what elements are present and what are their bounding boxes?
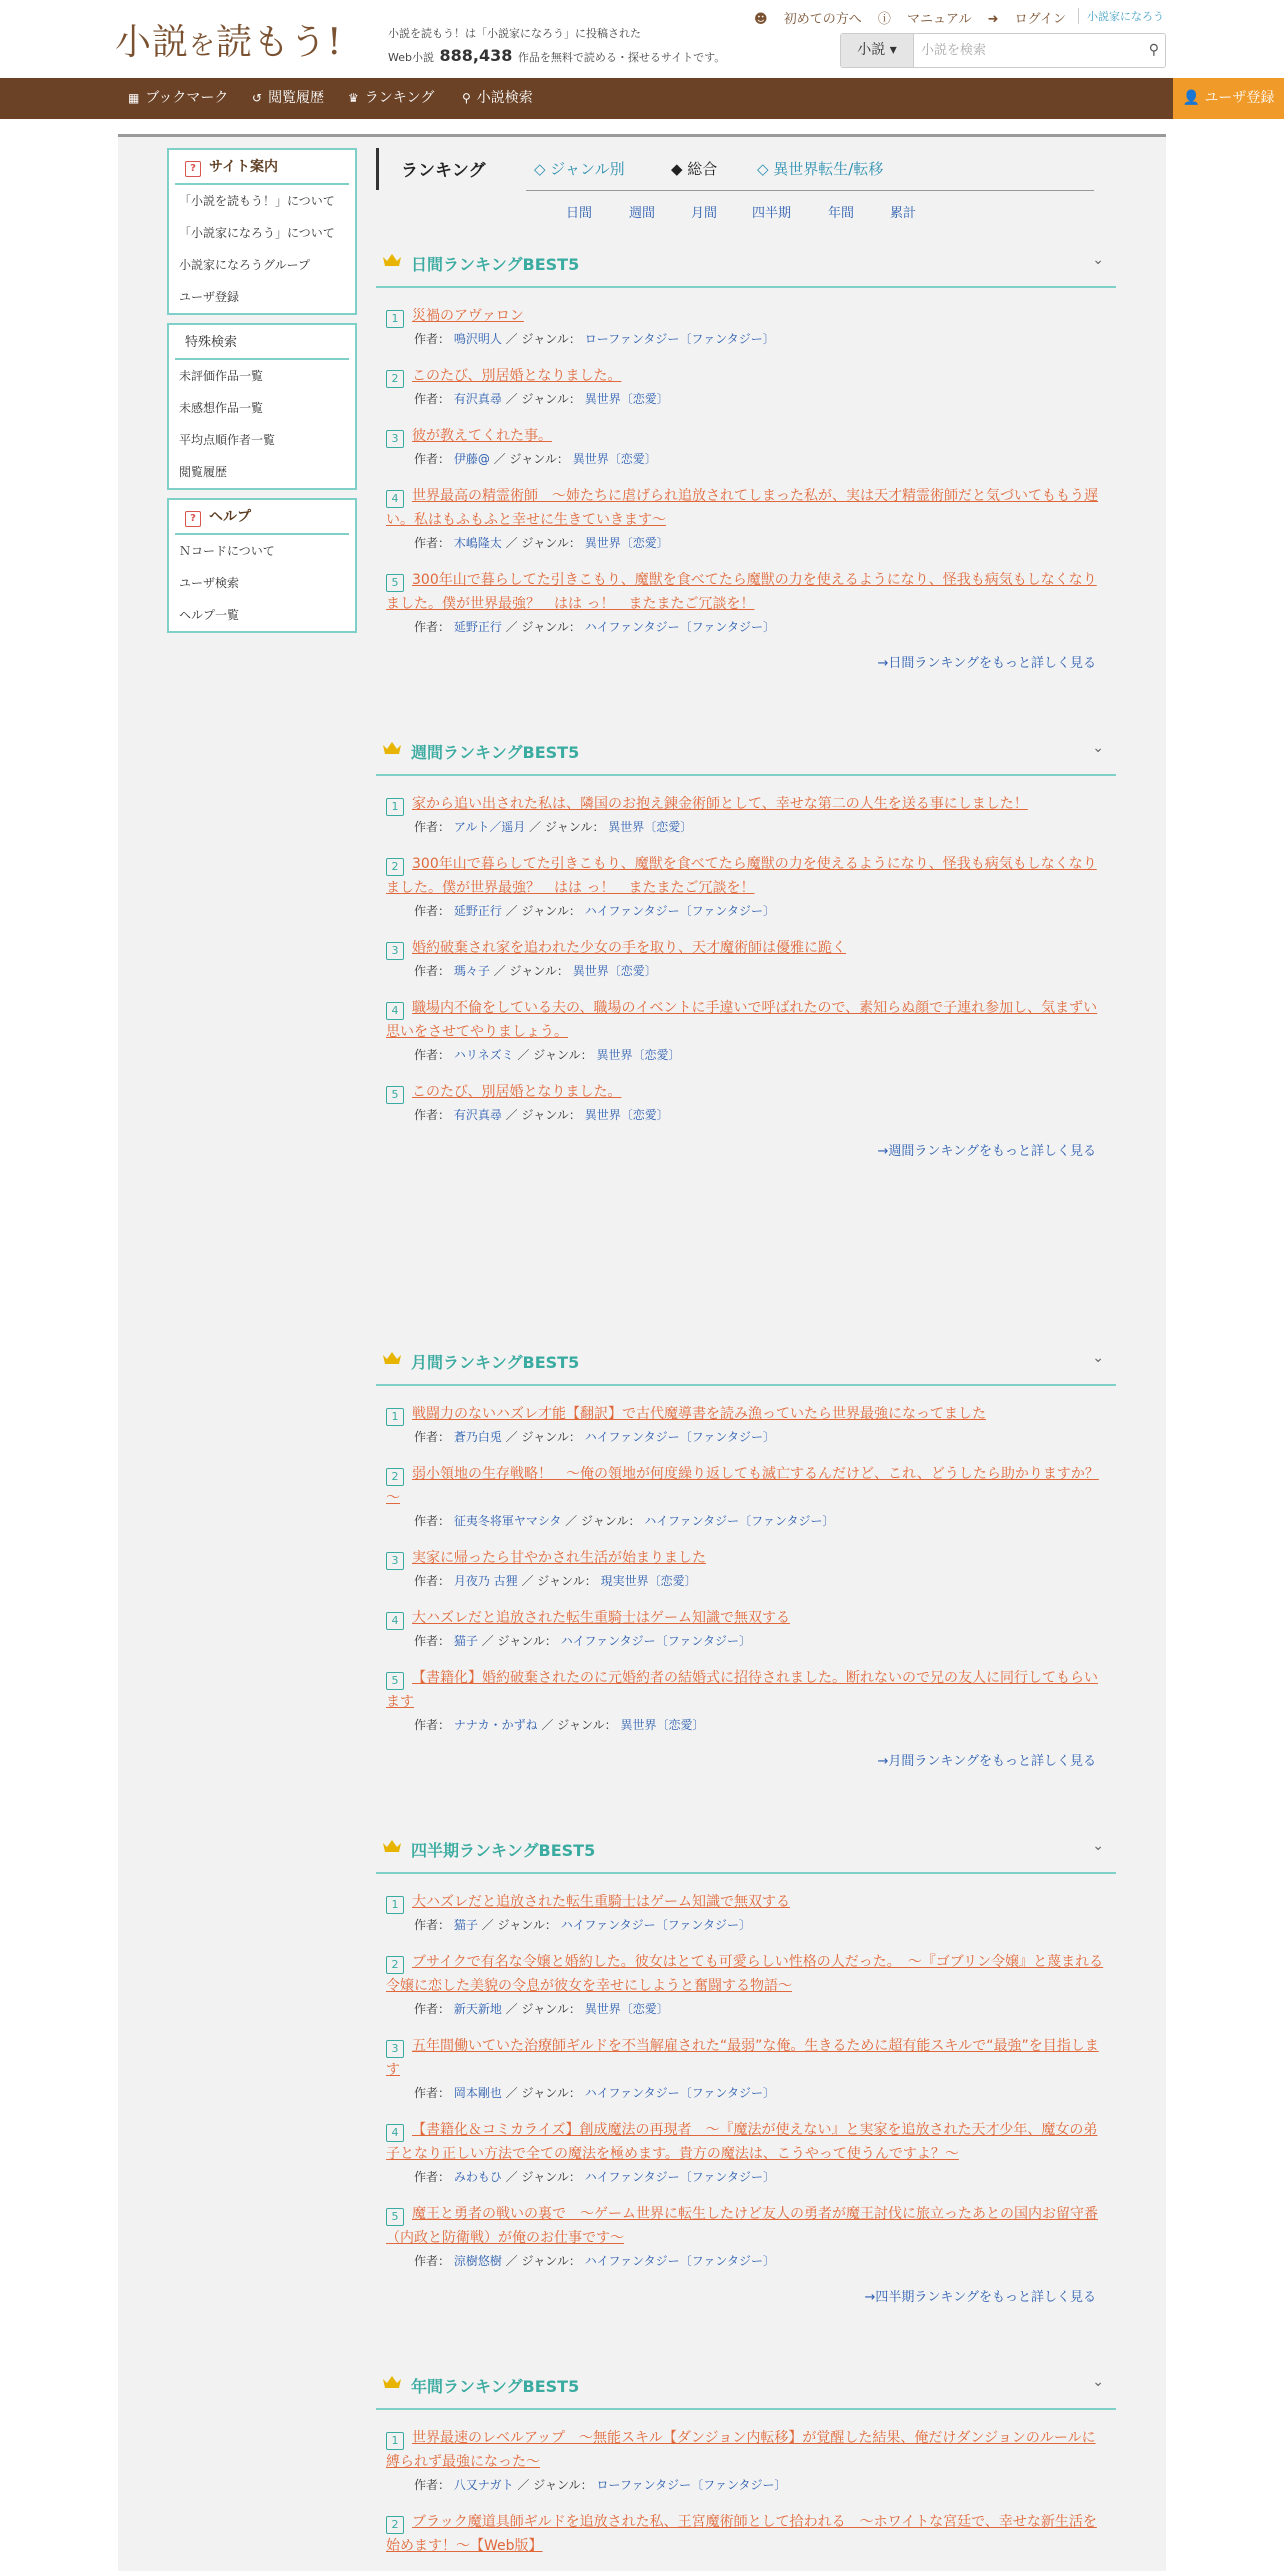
rank-number: 3	[386, 430, 404, 448]
nav-search[interactable]: ⚲ 小説検索	[462, 90, 533, 106]
search-category-select[interactable]: 小説 ▾	[841, 34, 914, 67]
novel-meta	[386, 1104, 1106, 1126]
question-icon: ?	[185, 511, 201, 527]
novel-meta	[386, 1998, 1106, 2020]
history-icon: ↺	[252, 91, 263, 105]
page-title: ランキング	[401, 161, 486, 181]
period-total[interactable]: 累計	[890, 206, 917, 221]
ranking-entry	[386, 936, 1106, 982]
ranking-entry	[386, 2034, 1106, 2104]
section-title: 四半期ランキングBEST5	[411, 1841, 596, 1860]
genre-label: ／ ジャンル：	[501, 904, 585, 918]
search-input[interactable]: 小説を検索	[921, 43, 987, 58]
author-link[interactable]: 鳴沢明人	[453, 332, 502, 346]
novel-meta	[386, 1714, 1106, 1736]
genre-link[interactable]: ハイファンタジー〔ファンタジー〕	[560, 1918, 751, 1932]
novel-meta	[386, 448, 1106, 470]
genre-link[interactable]: ハイファンタジー〔ファンタジー〕	[584, 2254, 775, 2268]
tab-genre[interactable]: ◇ ジャンル別	[534, 160, 625, 178]
rank-number: 3	[386, 1552, 404, 1570]
ranking-section	[376, 1828, 1116, 2310]
section-title: 年間ランキングBEST5	[411, 2377, 580, 2396]
genre-link[interactable]: ハイファンタジー〔ファンタジー〕	[584, 620, 775, 634]
author-label: 作者：	[414, 1634, 454, 1648]
genre-link[interactable]: ハイファンタジー〔ファンタジー〕	[584, 904, 775, 918]
novel-title-link[interactable]: 300年山で暮らしてた引きこもり、魔獣を食べてたら魔獣の力を使えるようになり、怪我も病気もしなくなりました。僕が世界最強？ はは っ！ またまたご冗談を！	[386, 856, 1097, 896]
sidebar-item[interactable]: 「小説を読もう！」について	[179, 194, 335, 208]
rank-number: 4	[386, 490, 404, 508]
novel-title-link[interactable]: 大ハズレだと追放された転生重騎士はゲーム知識で無双する	[412, 1610, 790, 1626]
more-ranking-link[interactable]: →日間ランキングをもっと詳しく見る	[877, 656, 1096, 671]
author-link[interactable]: 猫子	[453, 1634, 478, 1648]
novel-title-link[interactable]: このたび、別居婚となりました。	[412, 368, 622, 384]
ranking-entry	[386, 792, 1106, 838]
genre-label: ／ ジャンル：	[525, 820, 609, 834]
author-link[interactable]: 有沢真尋	[453, 392, 502, 406]
sidebar-item[interactable]: 未感想作品一覧	[179, 401, 264, 415]
author-label: 作者：	[414, 2478, 454, 2492]
genre-link[interactable]: 異世界〔恋愛〕	[572, 964, 657, 978]
author-label: 作者：	[414, 1918, 454, 1932]
ranking-entry	[386, 996, 1106, 1066]
rank-number: 4	[386, 1612, 404, 1630]
rank-number: 2	[386, 1956, 404, 1974]
genre-label: ／ ジャンル：	[501, 392, 585, 406]
section-title: 日間ランキングBEST5	[411, 255, 580, 274]
top-links	[742, 8, 1066, 27]
genre-label: ／ ジャンル：	[477, 1918, 561, 1932]
rank-number: 5	[386, 1086, 404, 1104]
sidebar-item[interactable]: Ｎコードについて	[179, 544, 275, 558]
rank-number: 2	[386, 370, 404, 388]
logo-text-1: 小説	[115, 22, 190, 63]
novel-title-link[interactable]: 世界最高の精霊術師 ～姉たちに虐げられ追放されてしまった私が、実は天才精霊術師だと気づいてももう遅い。私はもふもふと幸せに生きていきます～	[386, 488, 1098, 528]
author-link[interactable]: 伊藤@	[453, 452, 490, 466]
ranking-section	[376, 2364, 1116, 2572]
author-label: 作者：	[414, 820, 454, 834]
genre-link[interactable]: ハイファンタジー〔ファンタジー〕	[560, 1634, 751, 1648]
author-link[interactable]: 延野正行	[453, 904, 502, 918]
author-link[interactable]: 月夜乃 古狸	[453, 1574, 518, 1588]
ranking-section	[376, 242, 1116, 676]
rank-number: 2	[386, 2516, 404, 2534]
novel-title-link[interactable]: 災禍のアヴァロン	[412, 308, 524, 324]
novel-title-link[interactable]: 実家に帰ったら甘やかされ生活が始まりました	[412, 1550, 706, 1566]
rank-number: 2	[386, 1468, 404, 1486]
sidebar-item[interactable]: 小説家になろうグループ	[179, 258, 311, 272]
genre-link[interactable]: ローファンタジー〔ファンタジー〕	[596, 2478, 787, 2492]
genre-label: ／ ジャンル：	[537, 1718, 621, 1732]
ranking-entry	[386, 1606, 1106, 1652]
author-link[interactable]: 涼樹悠樹	[453, 2254, 502, 2268]
ranking-entry	[386, 852, 1106, 922]
novel-title-link[interactable]: 婚約破棄され家を追われた少女の手を取り、天才魔術師は優雅に跪く	[412, 940, 846, 956]
user-icon: 👤	[1182, 90, 1200, 106]
crown-icon	[382, 1838, 402, 1854]
period-weekly[interactable]: 週間	[629, 206, 656, 221]
novel-meta	[386, 1426, 1106, 1448]
genre-link[interactable]: 異世界〔恋愛〕	[584, 2002, 669, 2016]
author-link[interactable]: 岡本剛也	[453, 2086, 502, 2100]
novel-title-link[interactable]: ブサイクで有名な令嬢と婚約した。彼女はとても可愛らしい性格の人だった。 ～『ゴブリン令嬢』と蔑まれる令嬢に恋した美貌の令息が彼女を幸せにしようと奮闘する物語～	[386, 1954, 1104, 1994]
author-link[interactable]: 猫子	[453, 1918, 478, 1932]
author-link[interactable]: 征夷冬将軍ヤマシタ	[453, 1514, 562, 1528]
rank-number: 1	[386, 310, 404, 328]
author-link[interactable]: ナナカ・かずね	[453, 1718, 538, 1732]
tab-isekai[interactable]: ◇ 異世界転生/転移	[757, 160, 884, 178]
ranking-entry	[386, 484, 1106, 554]
search-icon[interactable]: ⚲	[1148, 42, 1159, 58]
chevron-down-icon[interactable]: ⌄	[1092, 252, 1104, 268]
novel-title-link[interactable]: 職場内不倫をしている夫の、職場のイベントに手違いで呼ばれたので、素知らぬ顔で子連れ参加し、気まずい思いをさせてやりましょう。	[386, 1000, 1098, 1040]
section-header[interactable]	[376, 1340, 1116, 1386]
rank-number: 3	[386, 2040, 404, 2058]
author-label: 作者：	[414, 2254, 454, 2268]
period-daily[interactable]: 日間	[566, 206, 593, 221]
genre-link[interactable]: 異世界〔恋愛〕	[584, 1108, 669, 1122]
author-label: 作者：	[414, 620, 454, 634]
period-tabs	[376, 202, 1094, 222]
novel-meta	[386, 2082, 1106, 2104]
author-label: 作者：	[414, 2086, 454, 2100]
author-link[interactable]: 有沢真尋	[453, 1108, 502, 1122]
novel-title-link[interactable]: 戦闘力のないハズレ才能【翻訳】で古代魔導書を読み漁っていたら世界最強になってました	[412, 1406, 986, 1422]
genre-link[interactable]: 異世界〔恋愛〕	[608, 820, 693, 834]
author-label: 作者：	[414, 2002, 454, 2016]
ranking-entry	[386, 1666, 1106, 1736]
genre-label: ／ ジャンル：	[489, 964, 573, 978]
site-logo[interactable]	[115, 14, 343, 65]
rank-number: 1	[386, 1408, 404, 1426]
genre-link[interactable]: 異世界〔恋愛〕	[572, 452, 657, 466]
user-register-button[interactable]: 👤 ユーザ登録	[1173, 78, 1284, 119]
tab-divider	[526, 190, 1094, 191]
work-count: 888,438	[439, 46, 513, 65]
novel-meta	[386, 900, 1106, 922]
global-nav	[0, 78, 1284, 119]
genre-label: ／ ジャンル：	[501, 2086, 585, 2100]
novel-title-link[interactable]: 家から追い出された私は、隣国のお抱え錬金術師として、幸せな第二の人生を送る事にしました！	[412, 796, 1028, 812]
ranking-entry	[386, 1890, 1106, 1936]
genre-label: ／ ジャンル：	[501, 1108, 585, 1122]
chevron-down-icon[interactable]: ⌄	[1092, 1350, 1104, 1366]
period-quarterly[interactable]: 四半期	[752, 206, 792, 221]
tagline-line1: 小説を読もう！は「小説家になろう」に投稿された	[388, 27, 641, 40]
rank-number: 1	[386, 1896, 404, 1914]
ranking-entry	[386, 1402, 1106, 1448]
manual-link[interactable]: ⓘ マニュアル	[877, 12, 972, 27]
novel-meta	[386, 1914, 1106, 1936]
author-label: 作者：	[414, 392, 454, 406]
chevron-down-icon[interactable]: ⌄	[1092, 1838, 1104, 1854]
genre-link[interactable]: 異世界〔恋愛〕	[620, 1718, 705, 1732]
author-link[interactable]: 木嶋隆太	[453, 536, 502, 550]
sidebar-item[interactable]: 未評価作品一覧	[179, 369, 264, 383]
genre-link[interactable]: ハイファンタジー〔ファンタジー〕	[584, 2086, 775, 2100]
section-header[interactable]	[376, 730, 1116, 776]
author-label: 作者：	[414, 904, 454, 918]
login-link[interactable]: ➜ ログイン	[987, 12, 1066, 27]
genre-label: ／ ジャンル：	[489, 452, 573, 466]
ranking-section	[376, 1340, 1116, 1774]
author-label: 作者：	[414, 2170, 454, 2184]
bookmark-icon: ▦	[128, 91, 140, 105]
novel-title-link[interactable]: 弱小領地の生存戦略！ ～俺の領地が何度繰り返しても滅亡するんだけど、これ、どうしたら助かりますか？～	[386, 1466, 1099, 1506]
site-tagline	[388, 23, 725, 69]
site-header	[0, 0, 1284, 78]
genre-label: ／ ジャンル：	[517, 1574, 601, 1588]
author-link[interactable]: 延野正行	[453, 620, 502, 634]
novel-meta	[386, 1630, 1106, 1652]
author-label: 作者：	[414, 536, 454, 550]
logo-text-2: 読もう!	[216, 22, 343, 63]
novel-meta	[386, 388, 1106, 410]
novel-title-link[interactable]: 五年間働いていた治療師ギルドを不当解雇された“最弱”な俺。生きるために超有能スキルで“最強”を目指します	[386, 2038, 1099, 2078]
novel-meta	[386, 616, 1106, 638]
sidebar	[167, 148, 357, 641]
search-icon: ⚲	[462, 91, 471, 105]
help-heading: ? ヘルプ	[175, 500, 349, 535]
more-ranking-link[interactable]: →四半期ランキングをもっと詳しく見る	[864, 2290, 1096, 2305]
chevron-down-icon[interactable]: ⌄	[1092, 740, 1104, 756]
ranking-entry	[386, 2118, 1106, 2188]
novel-title-link[interactable]: 魔王と勇者の戦いの裏で ～ゲーム世界に転生したけど友人の勇者が魔王討伐に旅立ったあとの国内お留守番（内政と防衛戦）が俺のお仕事です～	[386, 2206, 1098, 2246]
author-link[interactable]: ハリネズミ	[453, 1048, 514, 1062]
search-box	[840, 33, 1166, 68]
crown-icon: ♛	[348, 91, 359, 105]
novel-title-link[interactable]: 【書籍化】婚約破棄されたのに元婚約者の結婚式に招待されました。断れないので兄の友人に同行してもらいます	[386, 1670, 1098, 1710]
genre-link[interactable]: 異世界〔恋愛〕	[596, 1048, 681, 1062]
narou-link[interactable]: 小説家になろう	[1078, 8, 1164, 24]
novel-meta	[386, 532, 1106, 554]
sidebar-item[interactable]: 平均点順作者一覧	[179, 433, 276, 447]
novel-title-link[interactable]: 彼が教えてくれた事。	[412, 428, 552, 444]
rank-number: 4	[386, 2124, 404, 2142]
period-monthly[interactable]: 月間	[691, 206, 718, 221]
crown-icon	[382, 2374, 402, 2390]
rank-number: 1	[386, 2432, 404, 2450]
genre-link[interactable]: ハイファンタジー〔ファンタジー〕	[584, 2170, 775, 2184]
ranking-entry	[386, 1546, 1106, 1592]
sidebar-item[interactable]: ユーザ登録	[179, 290, 240, 304]
genre-label: ／ ジャンル：	[513, 1048, 597, 1062]
ranking-entry	[386, 1462, 1106, 1532]
ranking-entry	[386, 1080, 1106, 1126]
genre-label: ／ ジャンル：	[501, 332, 585, 346]
ranking-entry	[386, 1950, 1106, 2020]
genre-link[interactable]: ハイファンタジー〔ファンタジー〕	[584, 1430, 775, 1444]
rank-number: 4	[386, 1002, 404, 1020]
author-link[interactable]: 八又ナガト	[453, 2478, 514, 2492]
genre-label: ／ ジャンル：	[501, 2170, 585, 2184]
novel-title-link[interactable]: 大ハズレだと追放された転生重騎士はゲーム知識で無双する	[412, 1894, 790, 1910]
tagline-suffix: 作品を無料で読める・探せるサイトです。	[517, 51, 726, 64]
genre-label: ／ ジャンル：	[477, 1634, 561, 1648]
ranking-entry	[386, 2426, 1106, 2496]
nav-ranking[interactable]: ♛ ランキング	[348, 90, 435, 106]
section-header[interactable]	[376, 2364, 1116, 2410]
help-box	[167, 498, 357, 633]
special-search-heading: 特殊検索	[175, 325, 349, 360]
author-link[interactable]: 新天新地	[453, 2002, 502, 2016]
ranking-entry	[386, 568, 1106, 638]
special-search-box	[167, 323, 357, 490]
author-label: 作者：	[414, 1108, 454, 1122]
author-label: 作者：	[414, 1048, 454, 1062]
question-icon: ?	[185, 161, 201, 177]
novel-meta	[386, 328, 1106, 350]
author-link[interactable]: みわもひ	[453, 2170, 502, 2184]
sidebar-item[interactable]: ヘルプ一覧	[179, 608, 240, 622]
novel-meta	[386, 1044, 1106, 1066]
period-yearly[interactable]: 年間	[828, 206, 855, 221]
rank-number: 5	[386, 574, 404, 592]
more-ranking-link[interactable]: →月間ランキングをもっと詳しく見る	[877, 1754, 1096, 1769]
rank-number: 1	[386, 798, 404, 816]
nav-history[interactable]: ↺ 閲覧履歴	[252, 90, 325, 106]
genre-link[interactable]: 現実世界〔恋愛〕	[600, 1574, 697, 1588]
sidebar-item[interactable]: 閲覧履歴	[179, 465, 228, 479]
genre-link[interactable]: 異世界〔恋愛〕	[584, 392, 669, 406]
genre-label: ／ ジャンル：	[501, 620, 585, 634]
author-label: 作者：	[414, 1574, 454, 1588]
novel-title-link[interactable]: 300年山で暮らしてた引きこもり、魔獣を食べてたら魔獣の力を使えるようになり、怪我も病気もしなくなりました。僕が世界最強？ はは っ！ またまたご冗談を！	[386, 572, 1097, 612]
genre-label: ／ ジャンル：	[501, 1430, 585, 1444]
ranking-entry	[386, 424, 1106, 470]
novel-title-link[interactable]: 【書籍化＆コミカライズ】創成魔法の再現者 ～『魔法が使えない』と実家を追放された天才少年、魔女の弟子となり正しい方法で全ての魔法を極めます。貴方の魔法は、こうやって使うんですよ？～	[386, 2122, 1098, 2162]
site-guide-heading: ? サイト案内	[175, 150, 349, 185]
novel-title-link[interactable]: このたび、別居婚となりました。	[412, 1084, 622, 1100]
section-title: 月間ランキングBEST5	[411, 1353, 580, 1372]
section-title: 週間ランキングBEST5	[411, 743, 580, 762]
rank-number: 5	[386, 1672, 404, 1690]
genre-label: ／ ジャンル：	[513, 2478, 597, 2492]
site-guide-box	[167, 148, 357, 315]
author-label: 作者：	[414, 1718, 454, 1732]
section-header[interactable]	[376, 242, 1116, 288]
genre-label: ／ ジャンル：	[501, 2254, 585, 2268]
author-label: 作者：	[414, 332, 454, 346]
beginner-link[interactable]: ☻ 初めての方へ	[754, 12, 862, 27]
rank-number: 2	[386, 858, 404, 876]
novel-meta	[386, 960, 1106, 982]
author-link[interactable]: アルト／遥月	[453, 820, 526, 834]
ranking-entry	[386, 304, 1106, 350]
rank-number: 3	[386, 942, 404, 960]
ranking-entry	[386, 2510, 1106, 2558]
crown-icon	[382, 252, 402, 268]
novel-meta	[386, 2166, 1106, 2188]
ranking-section	[376, 730, 1116, 1164]
author-label: 作者：	[414, 1514, 454, 1528]
novel-title-link[interactable]: ブラック魔道具師ギルドを追放された私、王宮魔術師として拾われる ～ホワイトな宮廷で、幸せな新生活を始めます！～【Web版】	[386, 2514, 1097, 2554]
more-ranking-link[interactable]: →週間ランキングをもっと詳しく見る	[877, 1144, 1096, 1159]
ranking-tabs	[376, 148, 1097, 190]
chevron-down-icon[interactable]: ⌄	[1092, 2374, 1104, 2390]
tab-overall[interactable]: ◆ 総合	[671, 160, 718, 178]
author-label: 作者：	[414, 452, 454, 466]
crown-icon	[382, 740, 402, 756]
author-link[interactable]: 瑪々子	[453, 964, 490, 978]
novel-meta	[386, 1510, 1106, 1532]
genre-label: ／ ジャンル：	[561, 1514, 645, 1528]
genre-label: ／ ジャンル：	[501, 2002, 585, 2016]
author-link[interactable]: 蒼乃白兎	[453, 1430, 502, 1444]
author-label: 作者：	[414, 1430, 454, 1444]
author-label: 作者：	[414, 964, 454, 978]
nav-bookmark[interactable]: ▦ ブックマーク	[128, 90, 229, 106]
genre-link[interactable]: ハイファンタジー〔ファンタジー〕	[644, 1514, 835, 1528]
novel-meta	[386, 2474, 1106, 2496]
novel-meta	[386, 2250, 1106, 2272]
novel-meta	[386, 816, 1106, 838]
ranking-entry	[386, 364, 1106, 410]
sidebar-item[interactable]: 「小説家になろう」について	[179, 226, 335, 240]
logo-text-wo: を	[189, 31, 217, 61]
crown-icon	[382, 1350, 402, 1366]
genre-link[interactable]: ローファンタジー〔ファンタジー〕	[584, 332, 775, 346]
novel-title-link[interactable]: 世界最速のレベルアップ ～無能スキル【ダンジョン内転移】が覚醒した結果、俺だけダンジョンのルールに縛られず最強になった～	[386, 2430, 1096, 2470]
ranking-entry	[386, 2202, 1106, 2272]
rank-number: 5	[386, 2208, 404, 2226]
genre-label: ／ ジャンル：	[501, 536, 585, 550]
genre-link[interactable]: 異世界〔恋愛〕	[584, 536, 669, 550]
sidebar-item[interactable]: ユーザ検索	[179, 576, 240, 590]
tagline-prefix: Web小説	[388, 51, 434, 64]
section-header[interactable]	[376, 1828, 1116, 1874]
novel-meta	[386, 1570, 1106, 1592]
